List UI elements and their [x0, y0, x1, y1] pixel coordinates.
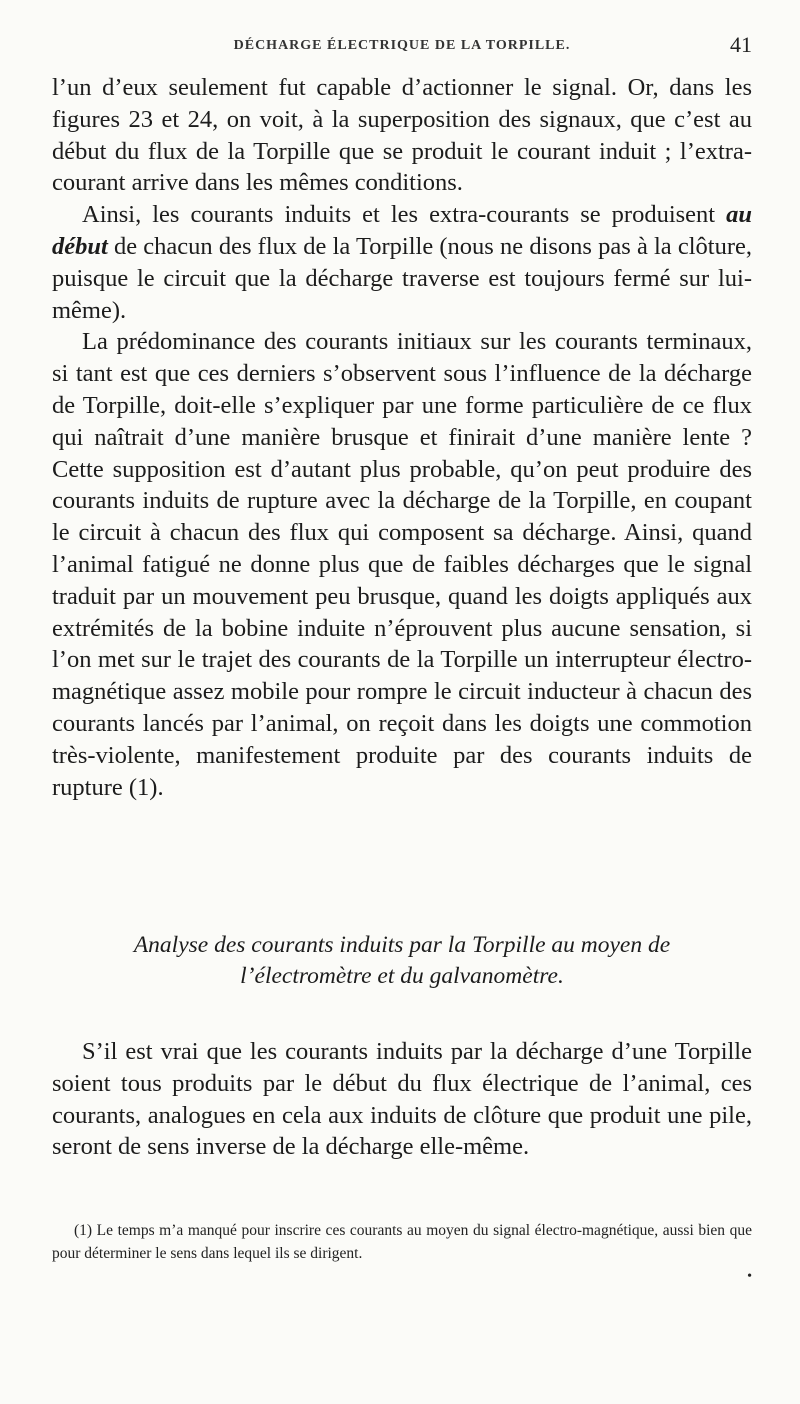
footnote: [52, 1220, 752, 1284]
section-heading: [52, 930, 752, 992]
section-heading-line-2: l’électromètre et du galvanomètre.: [240, 963, 564, 989]
footnote-text: (1) Le temps m’a manqué pour inscrire ces courants au moyen du signal électro-magnétique, aussi bien que pour déterminer le sens dans lequel ils se dirigent.: [52, 1222, 752, 1262]
paragraph-sil-est-vrai: S’il est vrai que les courants induits par la décharge d’une Torpille soient tous produits par le début du flux électrique de l’animal, ces courants, analogues en cela aux induits de clôture que produit une pile, seront de sens inverse de la décharge elle-même.: [52, 1038, 752, 1161]
running-title: DÉCHARGE ÉLECTRIQUE DE LA TORPILLE.: [233, 38, 571, 53]
paragraph-predominance: La prédominance des courants initiaux sur les courants terminaux, si tant est que ces derniers s’observent sous l’influence de la décharge de Torpille, doit-elle s’expliquer par une forme particulière de ce flux qui naîtrait d’une manière brusque et finirait d’une manière lente ? Cette supposition est d’autant plus probable, qu’on peut produire des courants induits de rupture avec la décharge de la Torpille, en coupant le circuit à chacun des flux qui composent sa décharge. Ainsi, quand l’animal fatigué ne donne plus que de faibles décharges que le signal traduit par un mouvement peu brusque, quand les doigts appliqués aux extrémités de la bobine induite n’éprouvent plus aucune sensation, si l’on met sur le trajet des courants de la Torpille un interrupteur électro-magnétique assez mobile pour rompre le circuit inducteur à chacun des courants lancés par l’animal, on reçoit dans les doigts une commotion très-violente, manifestement produite par des courants induits de rupture (1).: [52, 328, 752, 801]
paragraph-ainsi-text: Ainsi, les courants induits et les extra-courants se produisent au début de chacun des flux de la Torpille (nous ne disons pas à la clôture, puisque le circuit que la décharge traverse est toujours fermé sur lui-même).: [52, 201, 752, 324]
main-text: [52, 72, 752, 803]
paragraph-ainsi: [52, 199, 752, 326]
running-head: [52, 32, 752, 62]
emphasis-au-debut: au début: [52, 201, 752, 260]
page-number: 41: [730, 32, 752, 57]
paragraph-continuation: l’un d’eux seulement fut capable d’actionner le signal. Or, dans les figures 23 et 24, on voit, à la superposition des signaux, que c’est au début du flux de la Torpille que se produit le courant induit ; l’extra-courant arrive dans les mêmes conditions.: [52, 74, 752, 197]
footnote-marker: •: [747, 1269, 752, 1284]
section-text: [52, 1036, 752, 1163]
section-heading-line-1: Analyse des courants induits par la Torpille au moyen de: [133, 932, 671, 958]
